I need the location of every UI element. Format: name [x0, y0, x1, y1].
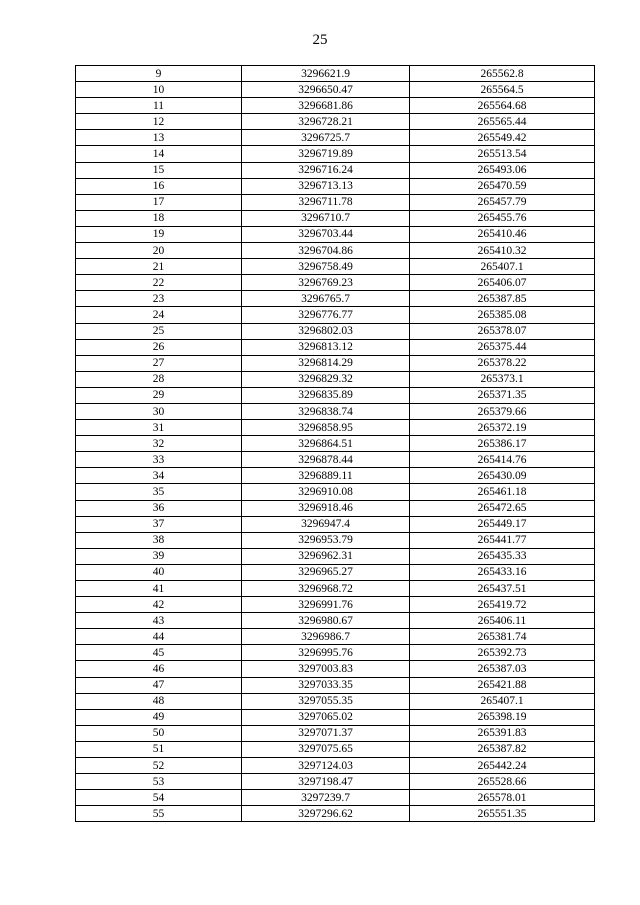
table-row [76, 82, 595, 98]
y-coordinate-cell: 265398.19 [410, 709, 595, 725]
y-coordinate-cell: 265406.07 [410, 275, 595, 291]
x-coordinate-cell: 3296835.89 [242, 387, 410, 403]
x-coordinate-cell: 3297198.47 [242, 774, 410, 790]
point-number-cell: 30 [76, 403, 242, 419]
point-number-cell: 36 [76, 500, 242, 516]
y-coordinate-cell: 265407.1 [410, 259, 595, 275]
table-row [76, 516, 595, 532]
point-number-cell: 54 [76, 790, 242, 806]
x-coordinate-cell: 3296728.21 [242, 114, 410, 130]
table-row [76, 452, 595, 468]
point-number-cell: 35 [76, 484, 242, 500]
y-coordinate-cell: 265414.76 [410, 452, 595, 468]
y-coordinate-cell: 265386.17 [410, 436, 595, 452]
x-coordinate-cell: 3297296.62 [242, 806, 410, 822]
point-number-cell: 12 [76, 114, 242, 130]
x-coordinate-cell: 3296621.9 [242, 66, 410, 82]
y-coordinate-cell: 265407.1 [410, 693, 595, 709]
point-number-cell: 20 [76, 243, 242, 259]
x-coordinate-cell: 3296995.76 [242, 645, 410, 661]
x-coordinate-cell: 3296864.51 [242, 436, 410, 452]
y-coordinate-cell: 265371.35 [410, 387, 595, 403]
point-number-cell: 28 [76, 371, 242, 387]
table-row [76, 661, 595, 677]
y-coordinate-cell: 265391.83 [410, 725, 595, 741]
point-number-cell: 22 [76, 275, 242, 291]
table-row [76, 629, 595, 645]
point-number-cell: 51 [76, 741, 242, 757]
point-number-cell: 37 [76, 516, 242, 532]
point-number-cell: 10 [76, 82, 242, 98]
point-number-cell: 16 [76, 178, 242, 194]
table-row [76, 613, 595, 629]
x-coordinate-cell: 3296710.7 [242, 210, 410, 226]
point-number-cell: 29 [76, 387, 242, 403]
y-coordinate-cell: 265372.19 [410, 420, 595, 436]
table-row [76, 645, 595, 661]
x-coordinate-cell: 3296965.27 [242, 564, 410, 580]
y-coordinate-cell: 265419.72 [410, 597, 595, 613]
x-coordinate-cell: 3296716.24 [242, 162, 410, 178]
table-row [76, 355, 595, 371]
x-coordinate-cell: 3296813.12 [242, 339, 410, 355]
x-coordinate-cell: 3296858.95 [242, 420, 410, 436]
table-row [76, 210, 595, 226]
y-coordinate-cell: 265493.06 [410, 162, 595, 178]
x-coordinate-cell: 3296986.7 [242, 629, 410, 645]
point-number-cell: 19 [76, 226, 242, 242]
table-row [76, 741, 595, 757]
y-coordinate-cell: 265378.22 [410, 355, 595, 371]
point-number-cell: 32 [76, 436, 242, 452]
table-row [76, 806, 595, 822]
table-row [76, 307, 595, 323]
y-coordinate-cell: 265410.46 [410, 226, 595, 242]
table-row [76, 66, 595, 82]
x-coordinate-cell: 3296829.32 [242, 371, 410, 387]
y-coordinate-cell: 265442.24 [410, 758, 595, 774]
coordinate-table-body [76, 66, 595, 822]
x-coordinate-cell: 3296765.7 [242, 291, 410, 307]
point-number-cell: 11 [76, 98, 242, 114]
y-coordinate-cell: 265565.44 [410, 114, 595, 130]
table-row [76, 226, 595, 242]
table-row [76, 548, 595, 564]
table-row [76, 725, 595, 741]
x-coordinate-cell: 3296725.7 [242, 130, 410, 146]
table-row [76, 162, 595, 178]
x-coordinate-cell: 3296711.78 [242, 194, 410, 210]
table-row [76, 774, 595, 790]
y-coordinate-cell: 265406.11 [410, 613, 595, 629]
point-number-cell: 55 [76, 806, 242, 822]
y-coordinate-cell: 265578.01 [410, 790, 595, 806]
point-number-cell: 26 [76, 339, 242, 355]
table-row [76, 420, 595, 436]
point-number-cell: 43 [76, 613, 242, 629]
point-number-cell: 42 [76, 597, 242, 613]
x-coordinate-cell: 3296758.49 [242, 259, 410, 275]
table-row [76, 758, 595, 774]
point-number-cell: 38 [76, 532, 242, 548]
table-row [76, 130, 595, 146]
y-coordinate-cell: 265387.82 [410, 741, 595, 757]
table-row [76, 564, 595, 580]
coordinate-table [75, 65, 595, 822]
y-coordinate-cell: 265379.66 [410, 403, 595, 419]
y-coordinate-cell: 265551.35 [410, 806, 595, 822]
y-coordinate-cell: 265387.85 [410, 291, 595, 307]
table-row [76, 677, 595, 693]
point-number-cell: 46 [76, 661, 242, 677]
x-coordinate-cell: 3297075.65 [242, 741, 410, 757]
y-coordinate-cell: 265387.03 [410, 661, 595, 677]
point-number-cell: 25 [76, 323, 242, 339]
x-coordinate-cell: 3296650.47 [242, 82, 410, 98]
point-number-cell: 33 [76, 452, 242, 468]
point-number-cell: 40 [76, 564, 242, 580]
x-coordinate-cell: 3296968.72 [242, 581, 410, 597]
y-coordinate-cell: 265564.5 [410, 82, 595, 98]
y-coordinate-cell: 265449.17 [410, 516, 595, 532]
point-number-cell: 49 [76, 709, 242, 725]
x-coordinate-cell: 3296713.13 [242, 178, 410, 194]
table-row [76, 339, 595, 355]
table-row [76, 468, 595, 484]
y-coordinate-cell: 265435.33 [410, 548, 595, 564]
point-number-cell: 39 [76, 548, 242, 564]
x-coordinate-cell: 3296962.31 [242, 548, 410, 564]
table-row [76, 194, 595, 210]
y-coordinate-cell: 265470.59 [410, 178, 595, 194]
y-coordinate-cell: 265461.18 [410, 484, 595, 500]
table-row [76, 323, 595, 339]
x-coordinate-cell: 3296719.89 [242, 146, 410, 162]
point-number-cell: 45 [76, 645, 242, 661]
x-coordinate-cell: 3297065.02 [242, 709, 410, 725]
point-number-cell: 15 [76, 162, 242, 178]
x-coordinate-cell: 3296838.74 [242, 403, 410, 419]
table-row [76, 387, 595, 403]
point-number-cell: 27 [76, 355, 242, 371]
x-coordinate-cell: 3297055.35 [242, 693, 410, 709]
point-number-cell: 24 [76, 307, 242, 323]
table-row [76, 597, 595, 613]
y-coordinate-cell: 265410.32 [410, 243, 595, 259]
table-row [76, 403, 595, 419]
x-coordinate-cell: 3296703.44 [242, 226, 410, 242]
y-coordinate-cell: 265562.8 [410, 66, 595, 82]
y-coordinate-cell: 265564.68 [410, 98, 595, 114]
point-number-cell: 13 [76, 130, 242, 146]
x-coordinate-cell: 3296910.08 [242, 484, 410, 500]
table-row [76, 275, 595, 291]
table-row [76, 484, 595, 500]
y-coordinate-cell: 265430.09 [410, 468, 595, 484]
x-coordinate-cell: 3297071.37 [242, 725, 410, 741]
table-row [76, 693, 595, 709]
point-number-cell: 21 [76, 259, 242, 275]
y-coordinate-cell: 265437.51 [410, 581, 595, 597]
point-number-cell: 31 [76, 420, 242, 436]
point-number-cell: 41 [76, 581, 242, 597]
x-coordinate-cell: 3296814.29 [242, 355, 410, 371]
y-coordinate-cell: 265455.76 [410, 210, 595, 226]
point-number-cell: 47 [76, 677, 242, 693]
table-row [76, 114, 595, 130]
x-coordinate-cell: 3297124.03 [242, 758, 410, 774]
y-coordinate-cell: 265472.65 [410, 500, 595, 516]
point-number-cell: 23 [76, 291, 242, 307]
y-coordinate-cell: 265513.54 [410, 146, 595, 162]
page-number: 25 [312, 32, 328, 48]
table-row [76, 581, 595, 597]
y-coordinate-cell: 265373.1 [410, 371, 595, 387]
y-coordinate-cell: 265421.88 [410, 677, 595, 693]
x-coordinate-cell: 3297239.7 [242, 790, 410, 806]
x-coordinate-cell: 3296769.23 [242, 275, 410, 291]
x-coordinate-cell: 3297003.83 [242, 661, 410, 677]
table-row [76, 371, 595, 387]
point-number-cell: 17 [76, 194, 242, 210]
x-coordinate-cell: 3296776.77 [242, 307, 410, 323]
table-row [76, 709, 595, 725]
y-coordinate-cell: 265375.44 [410, 339, 595, 355]
point-number-cell: 18 [76, 210, 242, 226]
y-coordinate-cell: 265549.42 [410, 130, 595, 146]
table-row [76, 178, 595, 194]
x-coordinate-cell: 3296704.86 [242, 243, 410, 259]
y-coordinate-cell: 265378.07 [410, 323, 595, 339]
y-coordinate-cell: 265392.73 [410, 645, 595, 661]
x-coordinate-cell: 3296991.76 [242, 597, 410, 613]
point-number-cell: 44 [76, 629, 242, 645]
x-coordinate-cell: 3296889.11 [242, 468, 410, 484]
table-row [76, 436, 595, 452]
point-number-cell: 34 [76, 468, 242, 484]
table-row [76, 146, 595, 162]
point-number-cell: 50 [76, 725, 242, 741]
y-coordinate-cell: 265457.79 [410, 194, 595, 210]
point-number-cell: 9 [76, 66, 242, 82]
x-coordinate-cell: 3296947.4 [242, 516, 410, 532]
x-coordinate-cell: 3296953.79 [242, 532, 410, 548]
x-coordinate-cell: 3296802.03 [242, 323, 410, 339]
y-coordinate-cell: 265385.08 [410, 307, 595, 323]
table-row [76, 532, 595, 548]
point-number-cell: 52 [76, 758, 242, 774]
x-coordinate-cell: 3296980.67 [242, 613, 410, 629]
point-number-cell: 53 [76, 774, 242, 790]
x-coordinate-cell: 3297033.35 [242, 677, 410, 693]
y-coordinate-cell: 265528.66 [410, 774, 595, 790]
table-row [76, 243, 595, 259]
x-coordinate-cell: 3296918.46 [242, 500, 410, 516]
table-row [76, 98, 595, 114]
y-coordinate-cell: 265441.77 [410, 532, 595, 548]
point-number-cell: 48 [76, 693, 242, 709]
y-coordinate-cell: 265381.74 [410, 629, 595, 645]
table-row [76, 259, 595, 275]
table-row [76, 291, 595, 307]
x-coordinate-cell: 3296878.44 [242, 452, 410, 468]
table-row [76, 500, 595, 516]
y-coordinate-cell: 265433.16 [410, 564, 595, 580]
x-coordinate-cell: 3296681.86 [242, 98, 410, 114]
table-row [76, 790, 595, 806]
point-number-cell: 14 [76, 146, 242, 162]
